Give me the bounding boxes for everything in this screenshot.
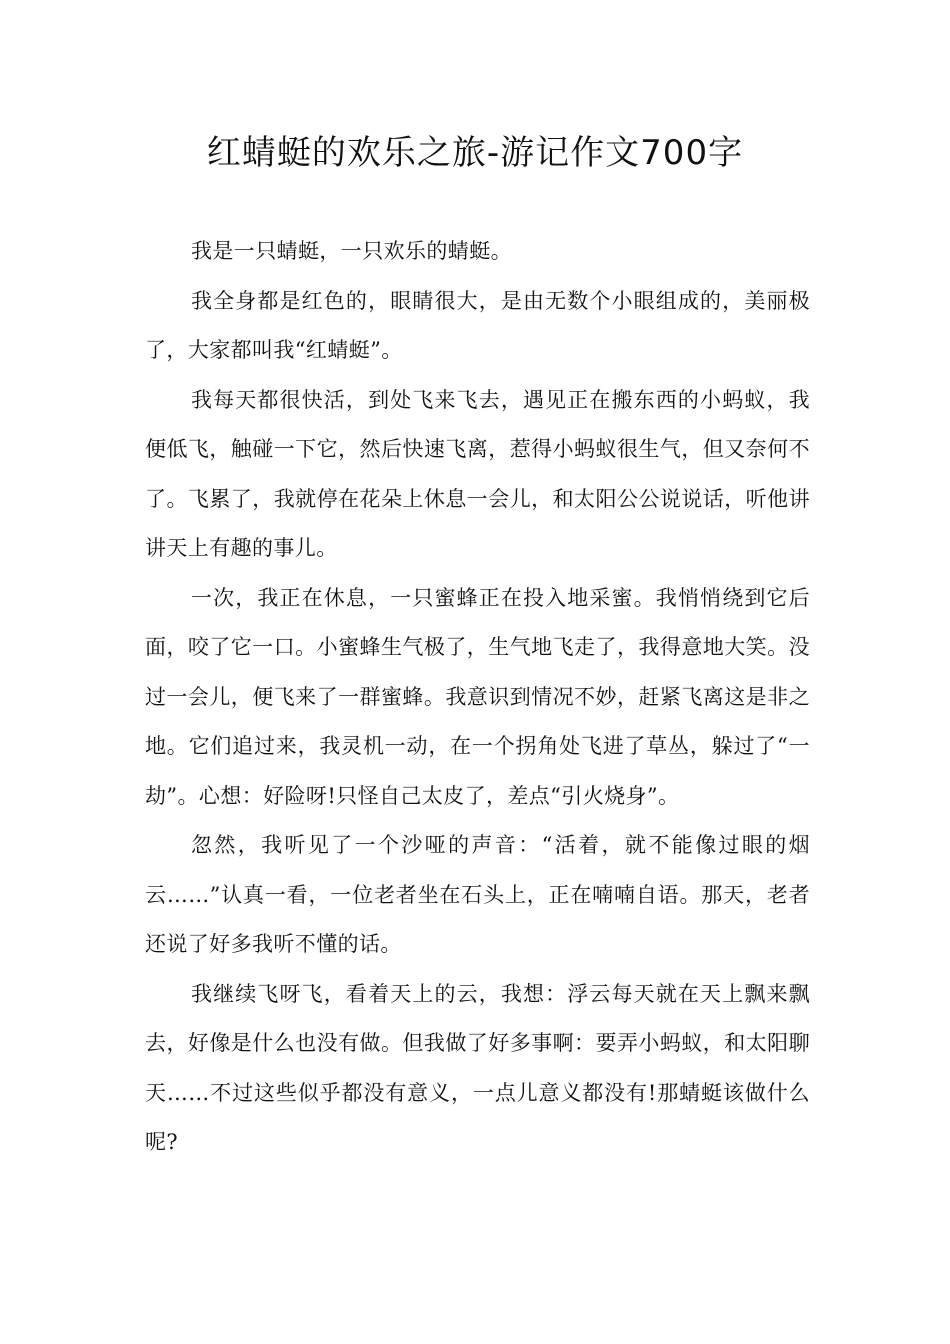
document-body <box>145 227 810 1168</box>
paragraph: 我是一只蜻蜓，一只欢乐的蜻蜓。 <box>191 239 512 263</box>
paragraph: 忽然，我听见了一个沙哑的声音：“活着，就不能像过眼的烟云……”认真一看，一位老者坐在石头上，正在喃喃自语。那天，老者还说了好多我听不懂的话。 <box>145 833 810 956</box>
paragraph: 我全身都是红色的，眼睛很大，是由无数个小眼组成的，美丽极了，大家都叫我“红蜻蜓”。 <box>145 288 810 362</box>
paragraph: 我继续飞呀飞，看着天上的云，我想：浮云每天就在天上飘来飘去，好像是什么也没有做。但我做了好多事啊：要弄小蚂蚁，和太阳聊天……不过这些似乎都没有意义，一点儿意义都没有!那蜻蜓该做什么呢? <box>145 981 810 1154</box>
paragraph: 我每天都很快活，到处飞来飞去，遇见正在搬东西的小蚂蚁，我便低飞，触碰一下它，然后快速飞离，惹得小蚂蚁很生气，但又奈何不了。飞累了，我就停在花朵上休息一会儿，和太阳公公说说话，听他讲讲天上有趣的事儿。 <box>145 387 810 560</box>
document-title: 红蜻蜓的欢乐之旅-游记作文700字 <box>206 133 744 173</box>
paragraph: 一次，我正在休息，一只蜜蜂正在投入地采蜜。我悄悄绕到它后面，咬了它一口。小蜜蜂生气极了，生气地飞走了，我得意地大笑。没过一会儿，便飞来了一群蜜蜂。我意识到情况不妙，赶紧飞离这是非之地。它们追过来，我灵机一动，在一个拐角处飞进了草丛，躲过了“一劫”。心想：好险呀!只怪自己太皮了，差点“引火烧身”。 <box>145 585 810 808</box>
